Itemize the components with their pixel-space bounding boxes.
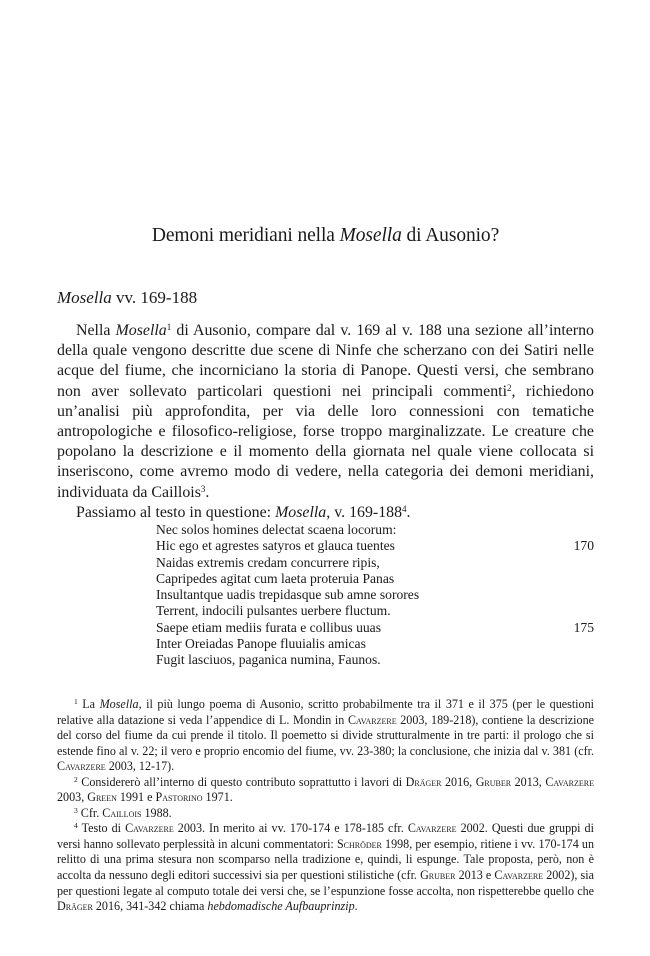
verse-quotation <box>156 522 594 669</box>
footnote: $^2$ Considererò all’interno di questo contributo soprattutto i lavori di Dräger 2016, Gruber 2013, Cavarzere 2003, Green 1991 e Pastorino 1971. <box>57 774 594 805</box>
footnote: $^4$ Testo di Cavarzere 2003. In merito ai vv. 170-174 e 178-185 cfr. Cavarzere 2002. Questi due gruppi di versi hanno sollevato perplessità in alcuni commentatori: Schröder 1998, per esempio, ritiene i vv. 170-174 un relitto di una prima stesura non scomparso nella tradizione e, quindi, li espunge. Tale proposta, però, non è accolta da nessuno degli editori successivi sia per questioni stilistiche (cfr. Gruber 2013 e Cavarzere 2002), sia per questioni legate al computo totale dei versi che, se l’espunzione fosse accolta, non rispetterebbe quello che Dräger 2016, 341-342 chiama hebdomadische Aufbauprinzip. <box>57 821 594 914</box>
verse-line: Capripedes agitat cum laeta proteruia Panas <box>156 570 395 586</box>
verse-line: Saepe etiam mediis furata e collibus uuas 175 <box>156 619 594 635</box>
article-title: Demoni meridiani nella Mosella di Ausonio? <box>151 225 500 246</box>
verse-line: Terrent, indocili pulsantes uerbere fluctum. <box>156 603 391 619</box>
footnotes <box>57 697 594 915</box>
paragraph: Passiamo al testo in questione: Mosella, v. $169-188^4$. <box>76 503 411 521</box>
paragraph: Nella Mosella$^1$ di Ausonio, compare dal v. 169 al v. 188 una sezione all’interno della quale vengono descritte due scene di Ninfe che scherzano con dei Satiri nelle acque del fiume, che incorniciano la storia di Panope. Questi versi, che sembrano non aver sollevato particolari questioni nei principali commenti$^2$, richiedono un’analisi più approfondita, per via delle loro connessioni con tematiche antropologiche e filosofico-religiose, forse troppo marginalizzate. Le creature che popolano la descrizione e il momento della giornata nel quale viene collocata si inseriscono, come avremo modo di vedere, nella categoria dei demoni meridiani, individuata da Caillois$^3$. <box>57 322 594 501</box>
body-text <box>57 321 594 523</box>
verse-line: Nec solos homines delectat scaena locorum: <box>156 522 397 537</box>
verse-line: Inter Oreiadas Panope fluuialis amicas <box>156 636 366 652</box>
verse-line: Naidas extremis credam concurrere ripis, <box>156 554 380 570</box>
footnote-ref: 3 <box>200 483 206 494</box>
footnote-ref: 1 <box>166 322 172 332</box>
verse-line: Hic ego et agrestes satyros et glauca tuentes 170 <box>156 538 594 554</box>
section-heading: Mosella vv. 169-188 <box>57 288 198 307</box>
footnote: $^3$ Cfr. Caillois 1988. <box>74 805 172 820</box>
verse-number: 175 <box>573 619 594 635</box>
verse-line: Insultantque uadis trepidasque sub amne sorores <box>156 587 420 603</box>
footnote-ref: 4 <box>402 503 407 514</box>
verse-number: 170 <box>573 538 594 554</box>
footnote-ref: 2 <box>506 382 512 393</box>
verse-line: Fugit lasciuos, paganica numina, Faunos. <box>156 652 381 668</box>
footnote: $^1$ La Mosella, il più lungo poema di Ausonio, scritto probabilmente tra il 371 e il 375 (per le questioni relative alla datazione si veda l’appendice di L. Mondin in Cavarzere 2003, 189-218), contiene la descrizione del corso del fiume da cui prende il titolo. Il poemetto si divide strutturalmente in tre parti: il prologo che si estende fino al v. 22; il vero e proprio encomio del fiume, vv. 23-380; la conclusione, che inizia dal v. 381 (cfr. Cavarzere 2003, 12-17). <box>57 697 594 774</box>
